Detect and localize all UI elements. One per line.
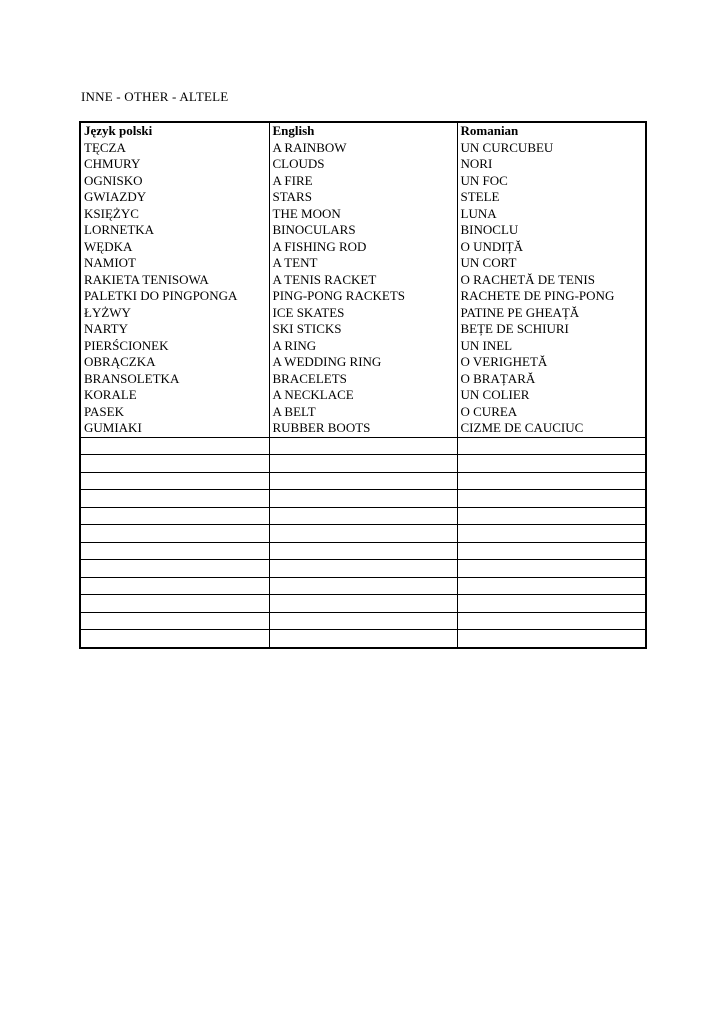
cell-english: CLOUDS: [269, 156, 457, 173]
empty-cell-polish: [80, 455, 269, 473]
empty-table-row: [80, 455, 646, 473]
empty-table-row: [80, 472, 646, 490]
cell-english: A FIRE: [269, 173, 457, 190]
empty-table-row: [80, 437, 646, 455]
empty-cell-romanian: [457, 577, 646, 595]
empty-cell-english: [269, 455, 457, 473]
empty-cell-romanian: [457, 542, 646, 560]
cell-romanian: LUNA: [457, 206, 646, 223]
cell-romanian: O RACHETĂ DE TENIS: [457, 272, 646, 289]
cell-romanian: UN CORT: [457, 255, 646, 272]
cell-romanian: O BRAȚARĂ: [457, 371, 646, 388]
cell-romanian: O VERIGHETĂ: [457, 354, 646, 371]
empty-cell-english: [269, 577, 457, 595]
cell-english: A RING: [269, 338, 457, 355]
table-row: [80, 371, 646, 388]
cell-romanian: UN CURCUBEU: [457, 140, 646, 157]
cell-romanian: STELE: [457, 189, 646, 206]
cell-polish: RAKIETA TENISOWA: [80, 272, 269, 289]
empty-cell-english: [269, 560, 457, 578]
empty-cell-romanian: [457, 630, 646, 648]
empty-table-row: [80, 630, 646, 648]
empty-table-row: [80, 490, 646, 508]
empty-cell-polish: [80, 630, 269, 648]
cell-romanian: O UNDIȚĂ: [457, 239, 646, 256]
table-row: [80, 272, 646, 289]
empty-cell-romanian: [457, 525, 646, 543]
table-header: [80, 122, 646, 140]
cell-romanian: O CUREA: [457, 404, 646, 421]
cell-romanian: CIZME DE CAUCIUC: [457, 420, 646, 437]
empty-cell-polish: [80, 490, 269, 508]
table-row: [80, 305, 646, 322]
cell-english: RUBBER BOOTS: [269, 420, 457, 437]
empty-table-row: [80, 560, 646, 578]
empty-cell-polish: [80, 577, 269, 595]
cell-english: A NECKLACE: [269, 387, 457, 404]
empty-cell-romanian: [457, 437, 646, 455]
empty-cell-romanian: [457, 472, 646, 490]
cell-english: PING-PONG RACKETS: [269, 288, 457, 305]
table-row: [80, 354, 646, 371]
empty-cell-polish: [80, 560, 269, 578]
table-row: [80, 255, 646, 272]
empty-cell-polish: [80, 542, 269, 560]
cell-polish: CHMURY: [80, 156, 269, 173]
page-title: INNE - OTHER - ALTELE: [81, 89, 229, 104]
empty-cell-english: [269, 507, 457, 525]
cell-polish: GWIAZDY: [80, 189, 269, 206]
empty-table-row: [80, 612, 646, 630]
cell-english: A WEDDING RING: [269, 354, 457, 371]
table-row: [80, 173, 646, 190]
empty-cell-english: [269, 612, 457, 630]
empty-cell-romanian: [457, 490, 646, 508]
empty-cell-english: [269, 437, 457, 455]
cell-english: SKI STICKS: [269, 321, 457, 338]
empty-cell-polish: [80, 437, 269, 455]
empty-cell-romanian: [457, 455, 646, 473]
table-row: [80, 239, 646, 256]
empty-cell-polish: [80, 612, 269, 630]
cell-polish: OBRĄCZKA: [80, 354, 269, 371]
cell-english: A BELT: [269, 404, 457, 421]
table-row: [80, 387, 646, 404]
cell-polish: NARTY: [80, 321, 269, 338]
cell-english: A TENT: [269, 255, 457, 272]
empty-cell-polish: [80, 525, 269, 543]
empty-cell-english: [269, 525, 457, 543]
cell-english: A RAINBOW: [269, 140, 457, 157]
table-row: [80, 222, 646, 239]
vocabulary-table: [79, 121, 647, 649]
cell-romanian: BEȚE DE SCHIURI: [457, 321, 646, 338]
empty-table-row: [80, 507, 646, 525]
cell-polish: ŁYŻWY: [80, 305, 269, 322]
empty-cell-english: [269, 490, 457, 508]
empty-cell-english: [269, 595, 457, 613]
cell-english: ICE SKATES: [269, 305, 457, 322]
table-body: [80, 140, 646, 648]
cell-polish: LORNETKA: [80, 222, 269, 239]
cell-english: A FISHING ROD: [269, 239, 457, 256]
cell-polish: WĘDKA: [80, 239, 269, 256]
cell-polish: KORALE: [80, 387, 269, 404]
table-row: [80, 321, 646, 338]
empty-cell-romanian: [457, 507, 646, 525]
cell-polish: OGNISKO: [80, 173, 269, 190]
cell-polish: BRANSOLETKA: [80, 371, 269, 388]
empty-cell-english: [269, 542, 457, 560]
cell-polish: PALETKI DO PINGPONGA: [80, 288, 269, 305]
cell-polish: PIERŚCIONEK: [80, 338, 269, 355]
empty-cell-polish: [80, 595, 269, 613]
empty-cell-romanian: [457, 560, 646, 578]
table-row: [80, 189, 646, 206]
empty-table-row: [80, 525, 646, 543]
cell-polish: TĘCZA: [80, 140, 269, 157]
cell-english: THE MOON: [269, 206, 457, 223]
cell-romanian: BINOCLU: [457, 222, 646, 239]
empty-cell-romanian: [457, 612, 646, 630]
empty-cell-english: [269, 630, 457, 648]
cell-romanian: UN FOC: [457, 173, 646, 190]
cell-english: STARS: [269, 189, 457, 206]
empty-table-row: [80, 542, 646, 560]
cell-english: BINOCULARS: [269, 222, 457, 239]
table-row: [80, 140, 646, 157]
table-row: [80, 288, 646, 305]
header-polish: Język polski: [80, 122, 269, 140]
cell-polish: PASEK: [80, 404, 269, 421]
table-row: [80, 206, 646, 223]
cell-romanian: UN INEL: [457, 338, 646, 355]
empty-table-row: [80, 595, 646, 613]
table-row: [80, 420, 646, 437]
empty-cell-polish: [80, 472, 269, 490]
cell-romanian: PATINE PE GHEAȚĂ: [457, 305, 646, 322]
cell-romanian: NORI: [457, 156, 646, 173]
cell-english: A TENIS RACKET: [269, 272, 457, 289]
empty-cell-english: [269, 472, 457, 490]
cell-romanian: RACHETE DE PING-PONG: [457, 288, 646, 305]
empty-cell-polish: [80, 507, 269, 525]
table-row: [80, 404, 646, 421]
table-row: [80, 156, 646, 173]
cell-english: BRACELETS: [269, 371, 457, 388]
empty-table-row: [80, 577, 646, 595]
header-romanian: Romanian: [457, 122, 646, 140]
table-row: [80, 338, 646, 355]
cell-polish: KSIĘŻYC: [80, 206, 269, 223]
cell-polish: GUMIAKI: [80, 420, 269, 437]
empty-cell-romanian: [457, 595, 646, 613]
header-row: [80, 122, 646, 140]
cell-romanian: UN COLIER: [457, 387, 646, 404]
header-english: English: [269, 122, 457, 140]
cell-polish: NAMIOT: [80, 255, 269, 272]
